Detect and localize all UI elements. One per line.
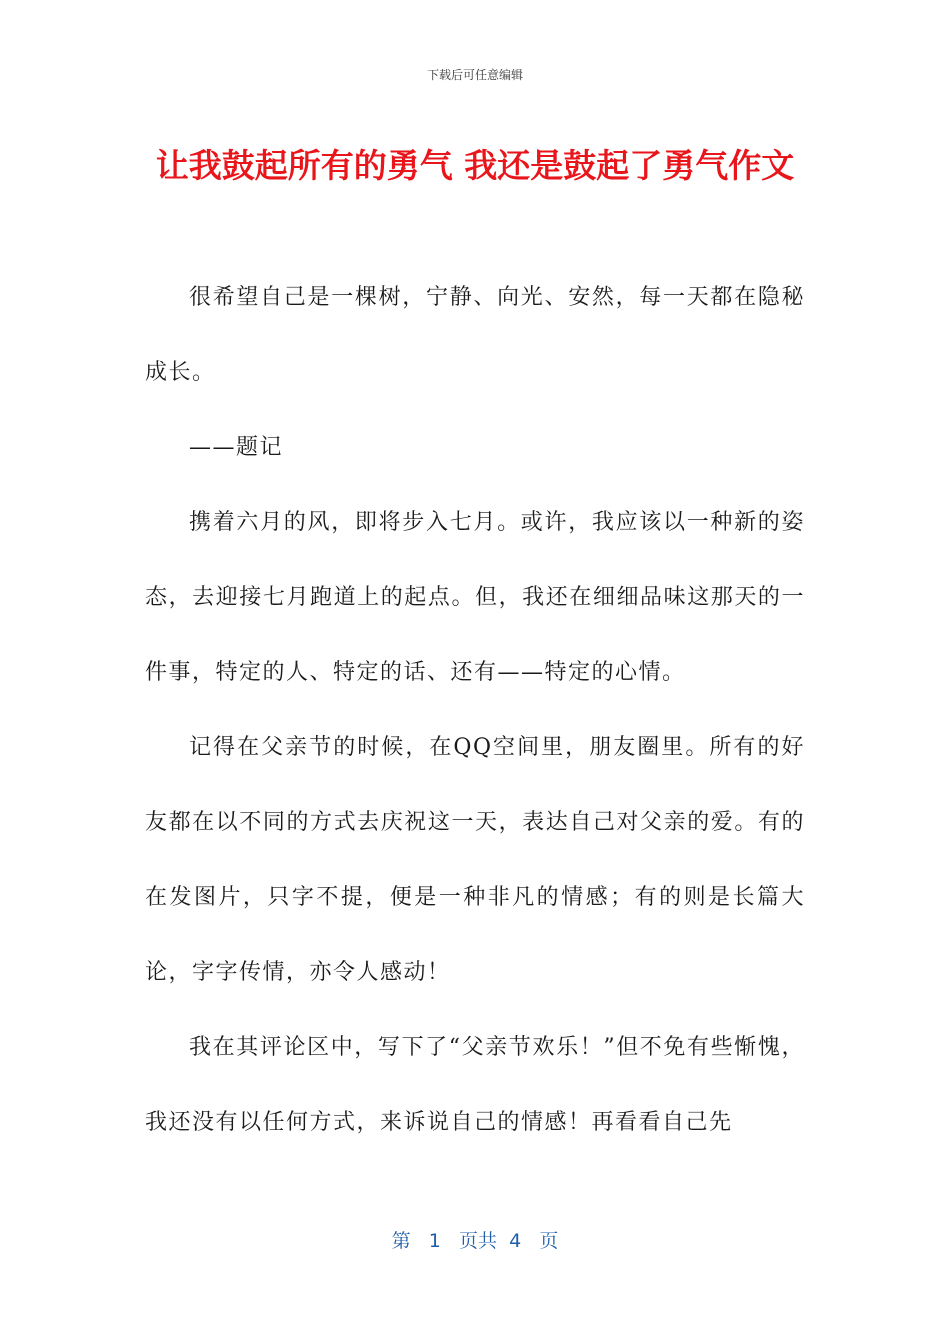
paragraph: 携着六月的风，即将步入七月。或许，我应该以一种新的姿态，去迎接七月跑道上的起点。但，我还在细细品味这那天的一件事，特定的人、特定的话、还有——特定的心情。	[145, 510, 805, 685]
paragraph: ——题记	[189, 435, 284, 460]
footer-middle: 页共	[459, 1230, 498, 1252]
current-page-number: 1	[428, 1230, 441, 1252]
footer-suffix: 页	[539, 1230, 559, 1252]
paragraph: 记得在父亲节的时候，在QQ空间里，朋友圈里。所有的好友都在以不同的方式去庆祝这一天，表达自己对父亲的爱。有的在发图片，只字不提，便是一种非凡的情感；有的则是长篇大论，字字传情，亦令人感动！	[145, 735, 805, 985]
header-note: 下载后可任意编辑	[426, 68, 523, 82]
document-title: 让我鼓起所有的勇气 我还是鼓起了勇气作文	[155, 146, 795, 185]
paragraph: 我在其评论区中，写下了“父亲节欢乐！”但不免有些惭愧，我还没有以任何方式，来诉说自己的情感！再看看自己先	[145, 1035, 805, 1135]
paragraph: 很希望自己是一棵树，宁静、向光、安然，每一天都在隐秘成长。	[145, 285, 805, 385]
total-pages-number: 4	[509, 1230, 522, 1252]
footer-prefix: 第	[391, 1230, 411, 1252]
document-body	[145, 260, 805, 1160]
page-footer	[0, 1226, 950, 1253]
